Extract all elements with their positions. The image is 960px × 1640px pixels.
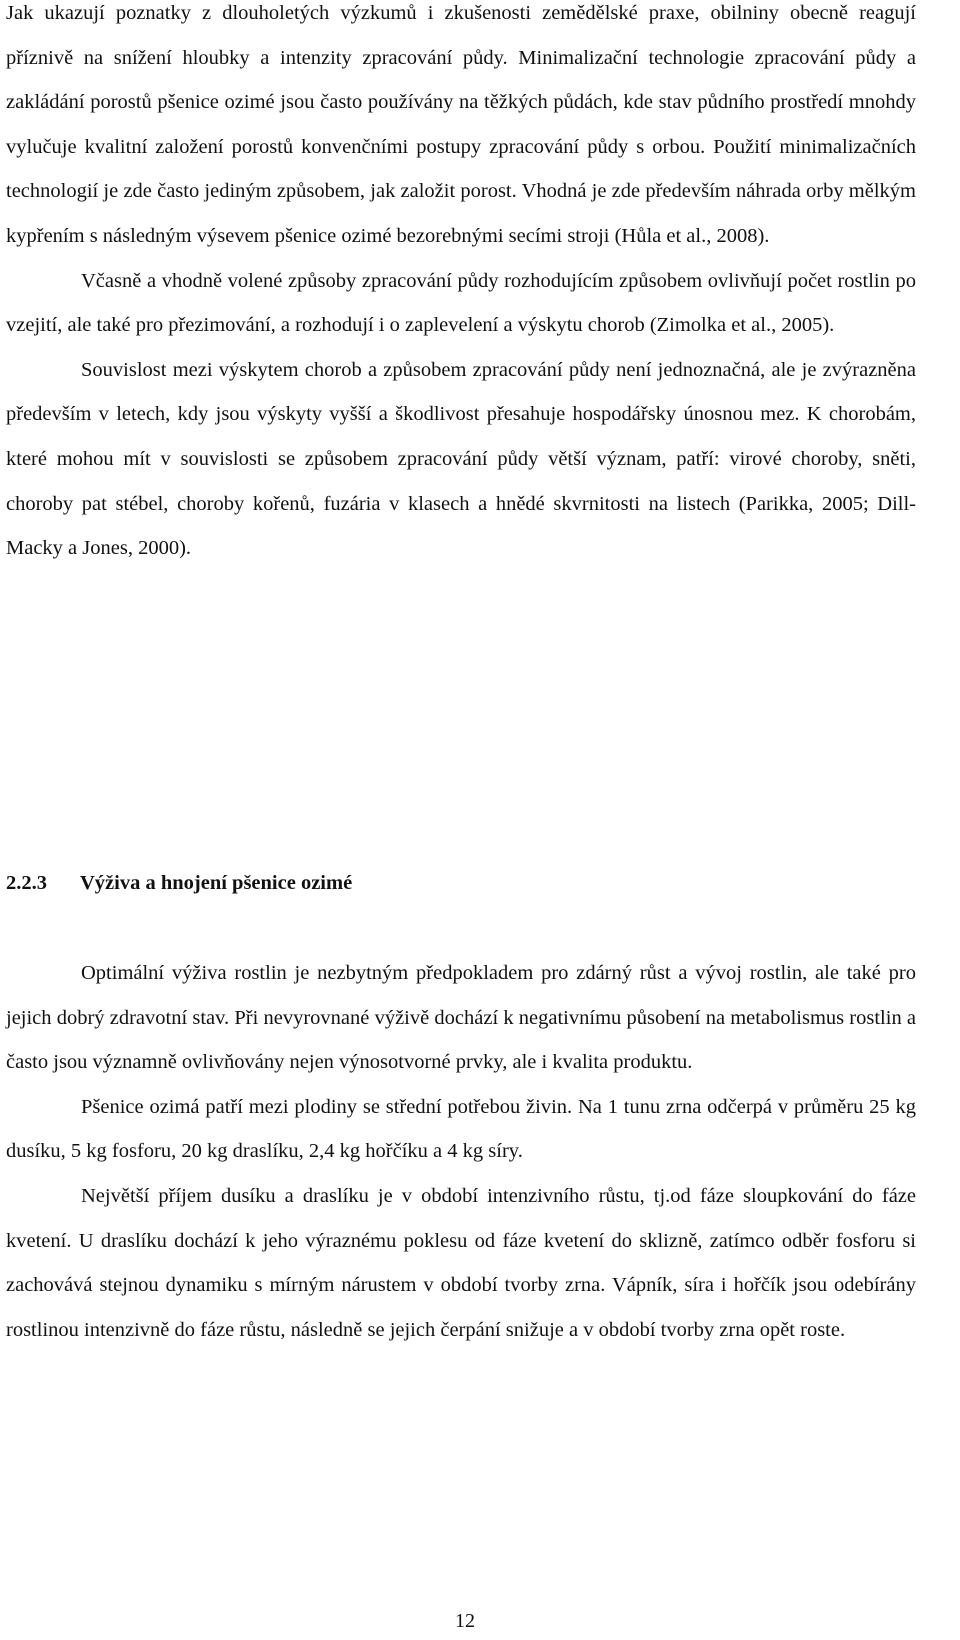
text-block-top — [6, 0, 916, 571]
section-title: Výživa a hnojení pšenice ozimé — [80, 872, 353, 894]
paragraph: Pšenice ozimá patří mezi plodiny se střední potřebou živin. Na 1 tunu zrna odčerpá v průměru 25 kg dusíku, 5 kg fosforu, 20 kg draslíku, 2,4 kg hořčíku a 4 kg síry. — [6, 1095, 916, 1163]
paragraph: Největší příjem dusíku a draslíku je v období intenzivního růstu, tj.od fáze sloupkování do fáze kvetení. U draslíku dochází k jeho výraznému poklesu od fáze kvetení do sklizně, zatímco odběr fosforu si zachovává stejnou dynamiku s mírným nárustem v období tvorby zrna. Vápník, síra i hořčík jsou odebírány rostlinou intenzivně do fáze růstu, následně se jejich čerpání snižuje a v období tvorby zrna opět roste. — [6, 1184, 916, 1341]
paragraph: Souvislost mezi výskytem chorob a způsobem zpracování půdy není jednoznačná, ale je zvýrazněna především v letech, kdy jsou výskyty vyšší a škodlivost přesahuje hospodářsky únosnou mez. K chorobám, které mohou mít v souvislosti se způsobem zpracování půdy větší význam, patří: virové choroby, sněti, choroby pat stébel, choroby kořenů, fuzária v klasech a hnědé skvrnitosti na listech (Parikka, 2005; Dill-Macky a Jones, 2000). — [6, 358, 916, 560]
paragraph: Optimální výživa rostlin je nezbytným předpokladem pro zdárný růst a vývoj rostlin, ale také pro jejich dobrý zdravotní stav. Při nevyrovnané výživě dochází k negativnímu působení na metabolismus rostlin a často jsou významně ovlivňovány nejen výnosotvorné prvky, ale i kvalita produktu. — [6, 962, 916, 1074]
paragraph: Jak ukazují poznatky z dlouholetých výzkumů i zkušenosti zemědělské praxe, obilniny obecně reagují příznivě na snížení hloubky a intenzity zpracování půdy. Minimalizační technologie zpracování půdy a zakládání porostů pšenice ozimé jsou často používány na těžkých půdách, kde stav půdního prostředí mnohdy vylučuje kvalitní založení porostů konvenčními postupy zpracování půdy s orbou. Použití minimalizačních technologií je zde často jediným způsobem, jak založit porost. Vhodná je zde především náhrada orby mělkým kypřením s následným výsevem pšenice ozimé bezorebnými secími stroji (Hůla et al., 2008). — [6, 2, 916, 247]
section-number: 2.2.3 — [6, 872, 47, 894]
text-block-bottom — [6, 951, 916, 1352]
section-heading — [6, 868, 352, 898]
page-number: 12 — [455, 1610, 475, 1632]
paragraph: Včasně a vhodně volené způsoby zpracování půdy rozhodujícím způsobem ovlivňují počet rostlin po vzejití, ale také pro přezimování, a rozhodují i o zaplevelení a výskytu chorob (Zimolka et al., 2005). — [6, 269, 916, 337]
